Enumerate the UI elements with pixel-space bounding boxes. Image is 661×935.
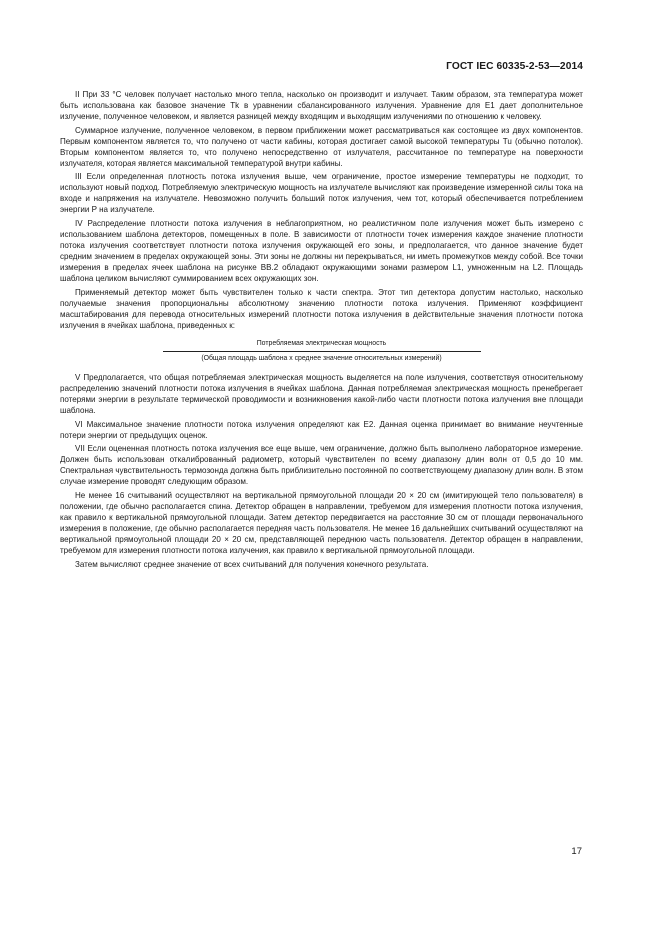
paragraph-total-radiation: Суммарное излучение, полученное человеком, в первом приближении может рассматриваться как состоящее из двух компонентов. Первым компонентом является то, что получено от части кабины, которая достигает самой высокой температуры Tu (обычно потолок). Вторым компонентом является то, что получено непосредственно от излучателя, рассчитанное по температуре на поверхности излучателя, которая является максимальной температурой внутри кабины. bbox=[60, 125, 583, 168]
document-body bbox=[60, 89, 583, 570]
paragraph-detector: Применяемый детектор может быть чувствителен только к части спектра. Этот тип детектора допустим настолько, насколько получаемые значения пропорциональны абсолютному значению плотности потока излучения. Применяют коэффициент масштабирования для перевода относительных измерений плотности потока излучения в действительные значения плотности потока излучения в ячейках шаблона, приведенных к: bbox=[60, 287, 583, 330]
paragraph-vii: VII Если оцененная плотность потока излучения все еще выше, чем ограничение, должно быть выполнено лабораторное измерение. Должен быть использован откалиброванный радиометр, который чувствителен по всему диапазону длин волн от 0,5 до 10 мм. Спектральная чувствительность термозонда должна быть приблизительно постоянной по соответствующему диапазону длин волн. В этом случае измерение проводят следующим образом. bbox=[60, 444, 583, 487]
page-number: 17 bbox=[571, 846, 582, 857]
standard-header: ГОСТ IEC 60335-2-53—2014 bbox=[446, 61, 583, 72]
paragraph-ii: II При 33 °С человек получает настолько много тепла, насколько он производит и излучает. Таким образом, эта температура может быть использована как базовое значение Tk в уравнении сбалансированного излучения. Уравнение для E1 дает дополнительное излучение, полученное человеком, и является разницей между входящим и выходящим излучениями по отношению к человеку. bbox=[60, 90, 583, 122]
paragraph-iv: IV Распределение плотности потока излучения в неблагоприятном, но реалистичном поле излучения может быть измерено с использованием шаблона детекторов, помещенных в поле. В зависимости от плотности точек измерения каждое значение плотности потока излучения соответствует плотности потока излучения окружающей его зоны, и предполагается, что данное значение будет средним значением в пределах окружающей зоны. Эти зоны не должны ни перекрываться, ни иметь промежутков между собой. Все точки измерения в пределах ячеек шаблона на рисунке ВВ.2 обладают окружающими зонами размером L1, умноженным на L2. Площадь шаблона целиком вычисляют суммированием всех окружающих зон. bbox=[60, 219, 583, 284]
paragraph-iii: III Если определенная плотность потока излучения выше, чем ограничение, простое измерение температуры не подходит, то используют новый подход. Потребляемую электрическую мощность на излучателе вычисляют как произведение измеренной силы тока на входе и напряжения на излучателе. Невозможно получить больший поток излучения, чем тот, который обеспечивается потреблением энергии P на излучателе. bbox=[60, 172, 583, 215]
formula-numerator: Потребляемая электрическая мощность bbox=[163, 339, 481, 352]
paragraph-average: Затем вычисляют среднее значение от всех считываний для получения конечного результата. bbox=[75, 559, 429, 569]
paragraph-v: V Предполагается, что общая потребляемая электрическая мощность выделяется на поле излучения, соответствуя относительному распределению значений плотности потока излучения в ячейках шаблона. Данная потребляемая электрическая мощность пренебрегает потерями энергии в результате термической проводимости и возникновения какой-либо части плотности потока излучения вне площади шаблона. bbox=[60, 372, 583, 416]
paragraph-vi: VI Максимальное значение плотности потока излучения определяют как E2. Данная оценка принимает во внимание неучтенные потери энергии от предыдущих оценок. bbox=[60, 419, 583, 440]
paragraph-readings: Не менее 16 считываний осуществляют на вертикальной прямоугольной площади 20 × 20 см (имитирующей тело пользователя) в положении, где обычно располагается спина. Детектор обращен в направлении, требуемом для измерения плотности потока излучения, как правило к вертикальной прямоугольной площади. Затем детектор передвигается на расстояние 30 см от площади первоначального измерения в положение, где обычно располагается передняя часть пользователя. Не менее 16 дальнейших считываний осуществляют на вертикальной прямоугольной площади 20 × 20 см, представляющей переднюю часть пользователя. Детектор обращен в направлении, требуемом для измерения плотности потока излучения, как правило к вертикальной прямоугольной площади. bbox=[60, 490, 583, 556]
formula-denominator: (Общая площадь шаблона х среднее значение относительных измерений) bbox=[201, 354, 442, 362]
scaling-formula bbox=[163, 339, 481, 364]
